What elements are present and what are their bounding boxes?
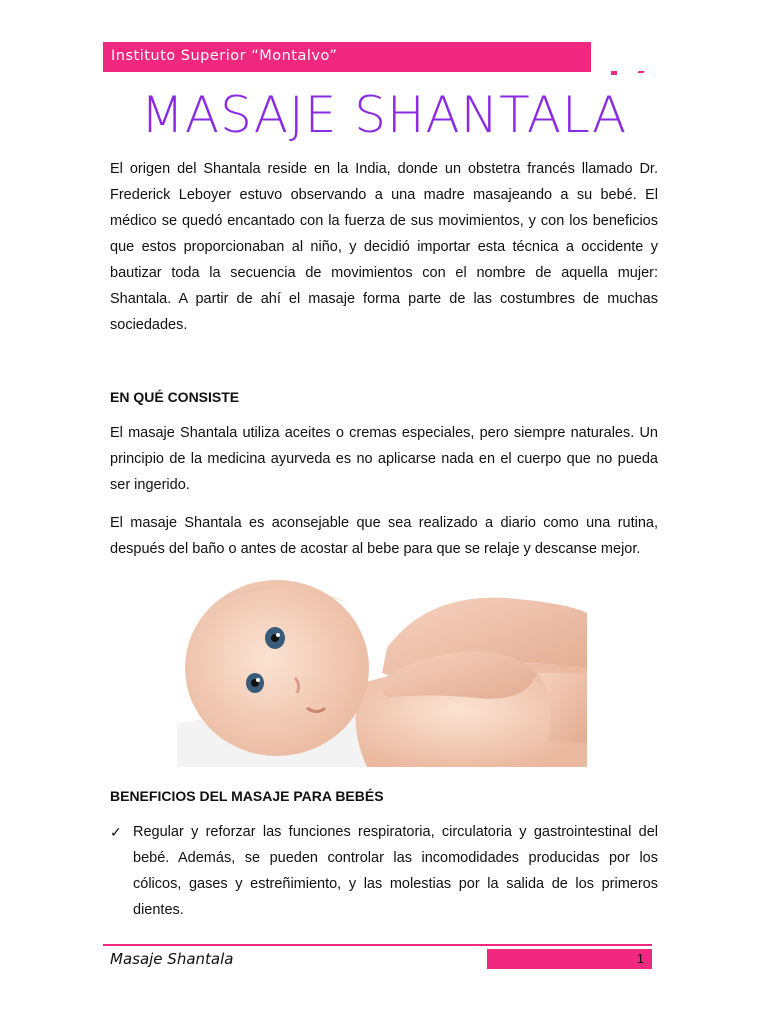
footer-divider <box>103 944 652 946</box>
page-number: 1 <box>636 951 644 966</box>
header-decoration-2 <box>637 71 644 73</box>
consiste-paragraph-2: El masaje Shantala es aconsejable que sea realizado a diario como una rutina, después del baño o antes de acostar al bebe para que se relaje y descanse mejor. <box>110 515 658 557</box>
list-item <box>110 819 658 923</box>
page-title: MASAJE SHANTALA <box>140 86 628 144</box>
baby-massage-photo <box>177 573 587 767</box>
institution-name: Instituto Superior “Montalvo” <box>111 48 338 64</box>
benefit-text: Regular y reforzar las funciones respiratoria, circulatoria y gastrointestinal del bebé. Además, se pueden controlar las incomodidades producidas por los cólicos, gases y estreñimiento, y las molestias por la salida de los primeros dientes. <box>133 824 658 918</box>
section-heading-beneficios: BENEFICIOS DEL MASAJE PARA BEBÉS <box>110 788 384 804</box>
intro-paragraph: El origen del Shantala reside en la India, donde un obstetra francés llamado Dr. Frederick Leboyer estuvo observando a una madre masajeando a su bebé. El médico se quedó encantado con la fuerza de sus movimientos, y con los beneficios que estos proporcionaban al niño, y decidió importar esta técnica a occidente y bautizar toda la secuencia de movimientos con el nombre de aquella mujer: Shantala. A partir de ahí el masaje forma parte de las costumbres de muchas sociedades. <box>110 161 658 333</box>
check-icon: ✓ <box>110 824 122 840</box>
header-decoration <box>611 71 617 75</box>
page-number-box <box>487 949 652 969</box>
benefits-list <box>110 819 658 923</box>
section-heading-consiste: EN QUÉ CONSISTE <box>110 389 240 405</box>
footer-label: Masaje Shantala <box>110 950 234 968</box>
header-bar <box>103 42 591 72</box>
consiste-paragraph-1: El masaje Shantala utiliza aceites o cremas especiales, pero siempre naturales. Un principio de la medicina ayurveda es no aplicarse nada en el cuerpo que no pueda ser ingerido. <box>110 425 658 493</box>
